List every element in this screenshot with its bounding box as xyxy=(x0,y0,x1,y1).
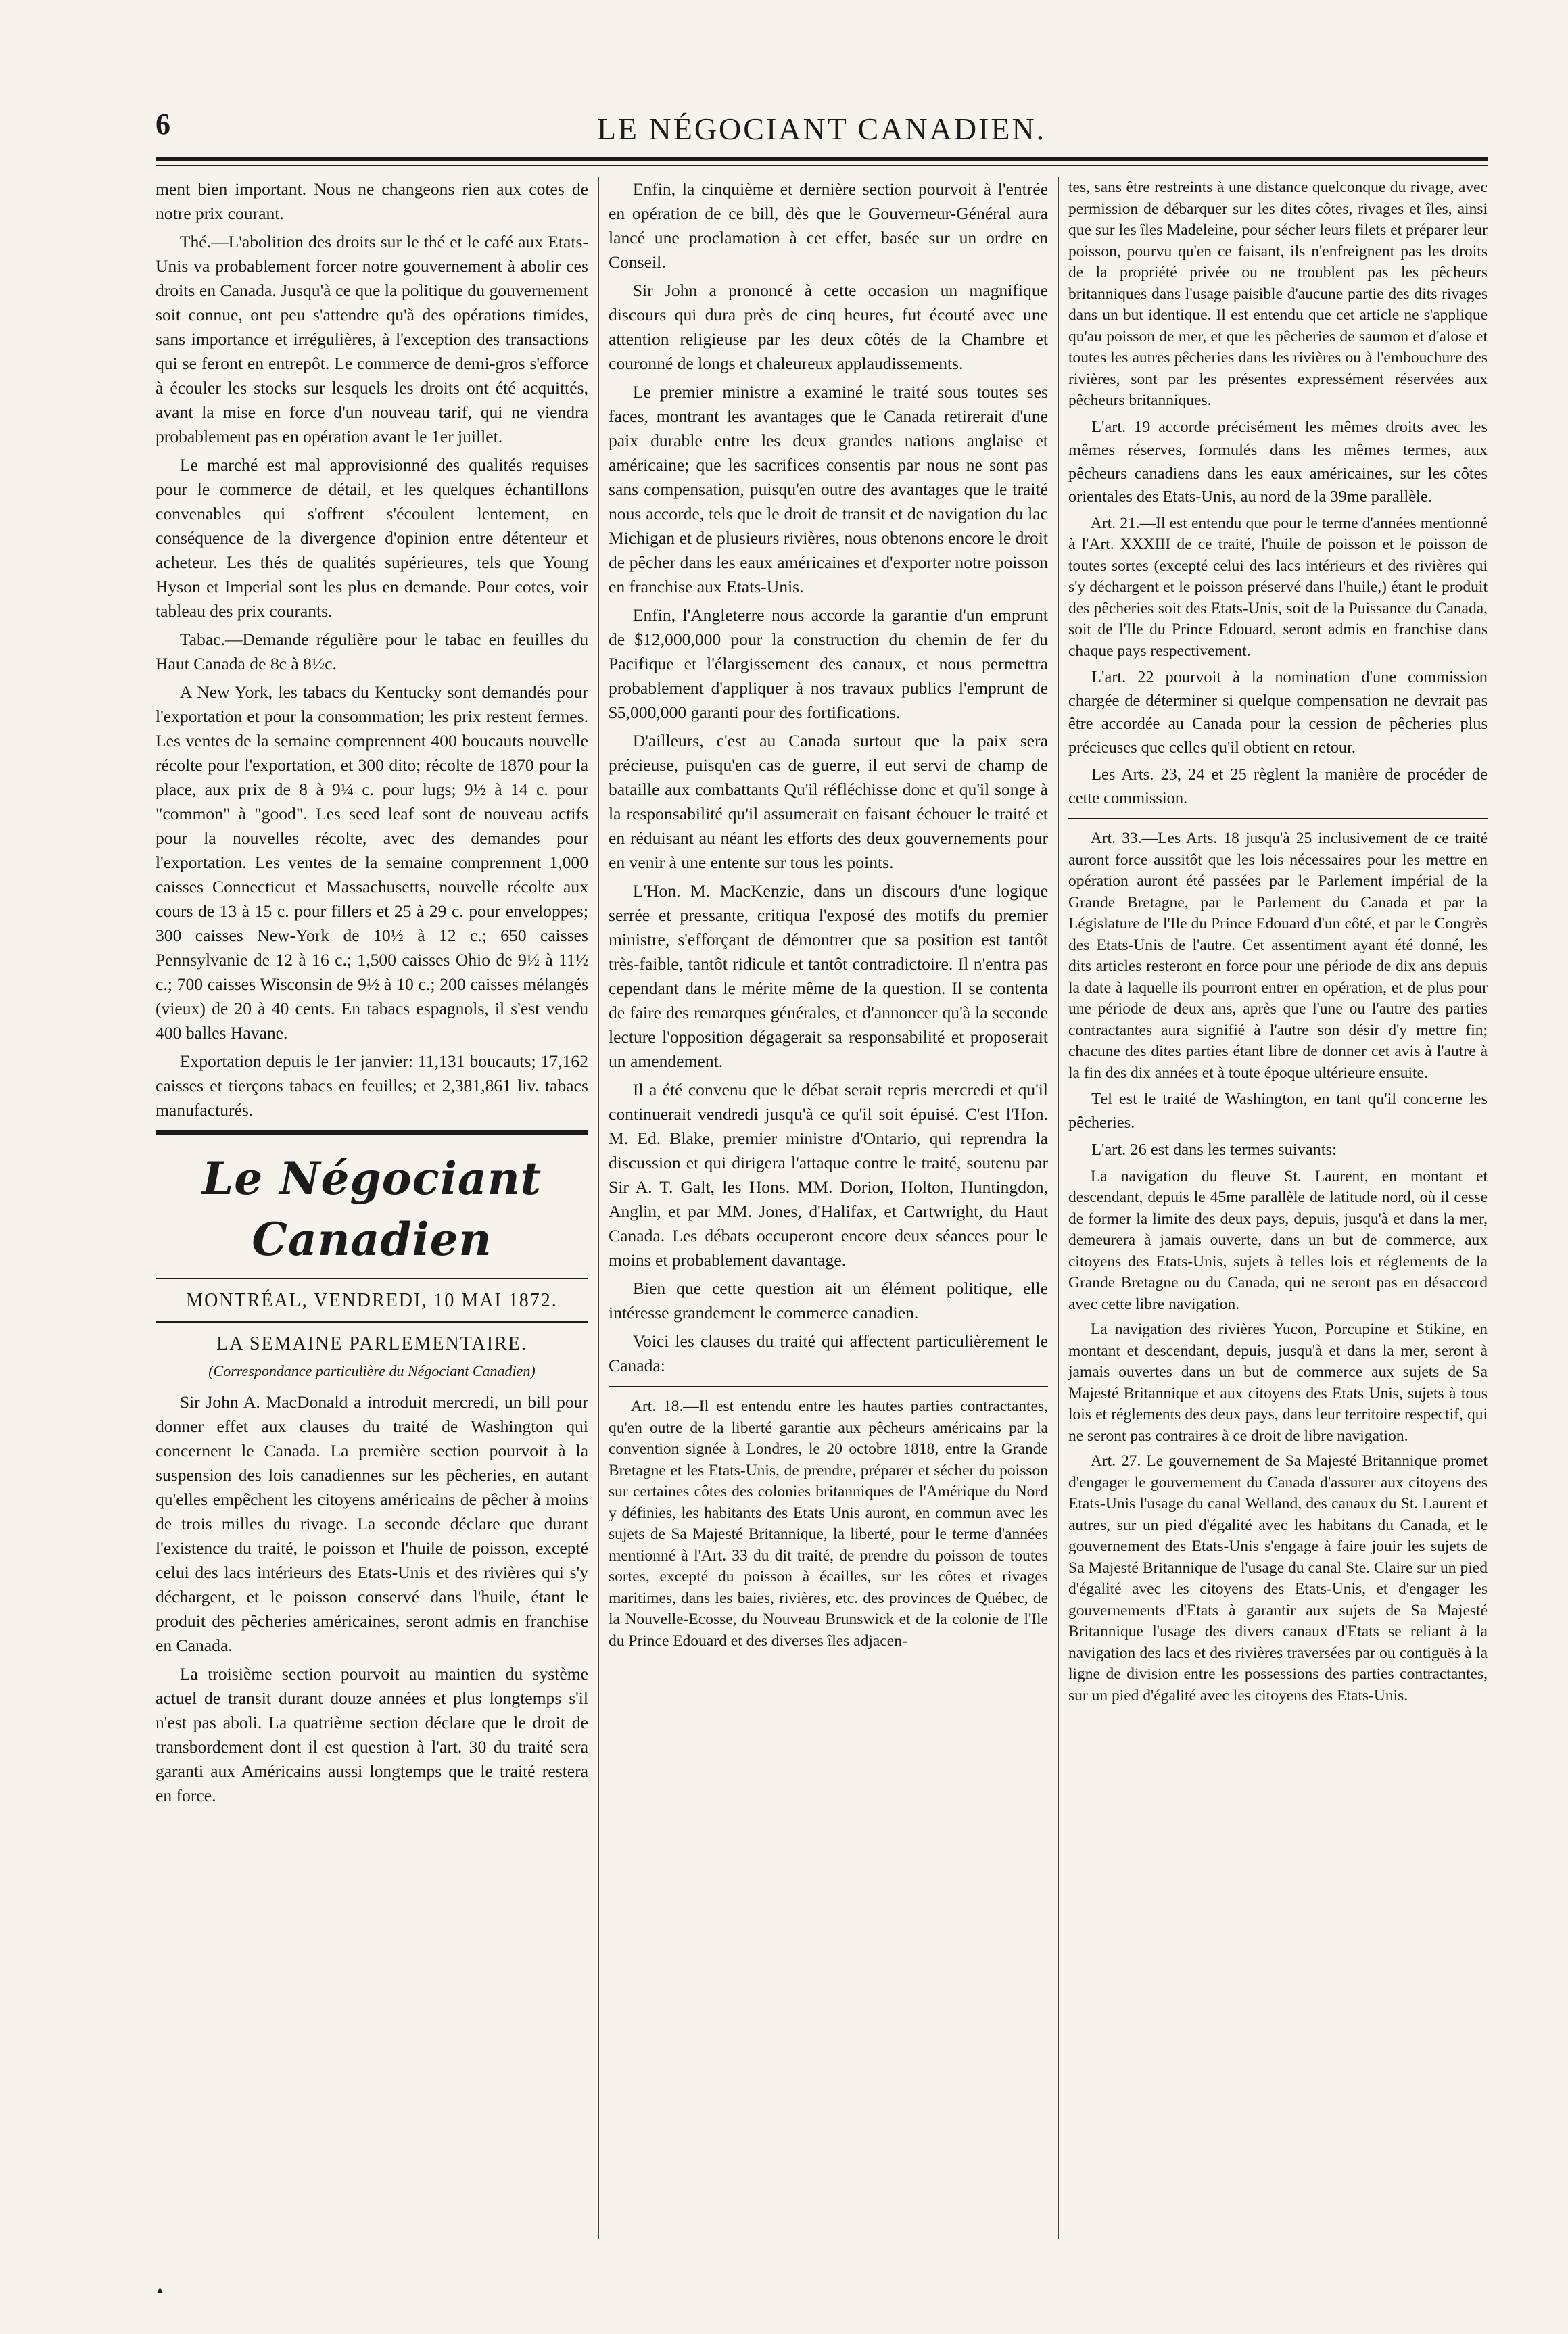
column-2 xyxy=(609,177,1048,1656)
paragraph: Enfin, la cinquième et dernière section pourvoit à l'entrée en opération de ce bill, dès que le Gouverneur-Général aura lancé une proclamation à cet effet, basée sur un ordre en Conseil. xyxy=(609,179,1048,272)
section-subtitle: (Correspondance particulière du Négociant Canadien) xyxy=(208,1362,536,1379)
paragraph: Enfin, l'Angleterre nous accorde la garantie d'un emprunt de $12,000,000 pour la construction du chemin de fer du Pacifique et l'élargissement des canaux, et nous permettra probablement d'appliquer à nos travaux publics l'emprunt de $5,000,000 garanti pour des fortifications. xyxy=(609,605,1048,722)
paragraph: A New York, les tabacs du Kentucky sont demandés pour l'exportation et pour la consommation; les prix restent fermes. Les ventes de la semaine comprennent 400 boucauts nouvelle récolte pour l'exportation, et 300 dito; récolte de 1870 pour la place, aux prix de 8 à 9¼ c. pour lugs; 9½ à 14 c. pour "common" à "good". Les seed leaf sont de nouveau actifs pour la nouvelles récolte, avec des demandes pour l'exportation. Les ventes de la semaine comprennent 1,000 caisses Connecticut et Massachusetts, nouvelle récolte aux cours de 13 à 15 c. pour fillers et 25 à 29 c. pour enveloppes; 300 caisses New-York de 10½ à 12 c.; 650 caisses Pennsylvanie de 12 à 16 c.; 1,500 caisses Ohio de 9½ à 11½ c.; 700 caisses Wisconsin de 9½ à 10 c.; 200 caisses mélangés (vieux) de 20 à 40 cents. En tabacs espagnols, il s'est vendu 400 balles Havane. xyxy=(156,682,588,1043)
divider xyxy=(1068,818,1488,819)
masthead: Le Négociant Canadien xyxy=(201,1152,542,1266)
section-title: LA SEMAINE PARLEMENTAIRE. xyxy=(216,1333,527,1354)
paragraph: L'art. 26 est dans les termes suivants: xyxy=(1091,1141,1337,1159)
column-1 xyxy=(156,177,588,1812)
paragraph: La navigation du fleuve St. Laurent, en montant et descendant, depuis le 45me parallèle de latitude nord, où il cesse de former la limite des deux pays, depuis, jusqu'à et dans la mer, demeurera à jamais ouverte, dans un but de commerce, aux citoyens des Etats-Unis, sujets à telles lois et réglements de la Grande Bretagne ou du Canada, qui ne seront pas en désaccord avec cette libre navigation. xyxy=(1068,1167,1488,1313)
page-number: 6 xyxy=(156,108,170,141)
running-title: LE NÉGOCIANT CANADIEN. xyxy=(596,112,1047,146)
paragraph: D'ailleurs, c'est au Canada surtout que la paix sera précieuse, puisqu'en cas de guerre, il eut servi de champ de bataille aux combattants Qu'il réfléchisse donc et qu'il songe à la responsabilité qu'il assumerait en faisant échouer le traité et en réduisant au néant les efforts des deux gouvernements pour en venir à une entente sur tous les points. xyxy=(609,731,1048,872)
divider xyxy=(156,1130,588,1135)
paragraph: L'Hon. M. MacKenzie, dans un discours d'une logique serrée et pressante, critiqua l'exposé des motifs du premier ministre, s'efforçant de démontrer que sa position est tantôt très-faible, tantôt ridicule et tantôt contradictoire. Il n'entra pas cependant dans le mérite même de la question. Il se contenta de faire des remarques générales, et d'annoncer qu'à la seconde lecture l'opposition dégagerait sa responsabilité et proposerait un amendement. xyxy=(609,881,1048,1071)
paragraph: Thé.—L'abolition des droits sur le thé et le café aux Etats-Unis va probablement forcer notre gouvernement à abolir ces droits en Canada. Jusqu'à ce que la politique du gouvernement soit connue, ont peu s'attendre qu'à des opérations timides, sans importance et irrégulières, à l'exception des transactions qui se feront en entrepôt. Le commerce de demi-gros s'efforce à écouler les stocks sur lesquels les droits ont été acquittés, avant la mise en force d'un nouveau tarif, qui ne viendra probablement pas en opération avant le 1er juillet. xyxy=(156,232,588,446)
paragraph: Art. 27. Le gouvernement de Sa Majesté Britannique promet d'engager le gouvernement du Canada d'assurer aux citoyens des Etats-Unis l'usage du canal Welland, des canaux du St. Laurent et autres, sur un pied d'égalité avec les habitans du Canada, et le gouvernement des Etats-Unis s'engage à faire jouir les sujets de Sa Majesté Britannique de l'usage du canal Ste. Claire sur un pied d'égalité avec les citoyens des Etats-Unis, et d'engager les gouvernements d'Etats à garantir aux sujets de Sa Majesté Britannique l'usage des divers canaux d'Etats se reliant à la navigation des lacs et des rivières traversées par ou contiguës à la ligne de division entre les possessions des parties contractantes, sur un pied d'égalité avec les citoyens des Etats-Unis. xyxy=(1068,1452,1488,1705)
paragraph: Il a été convenu que le débat serait repris mercredi et qu'il continuerait vendredi jusqu'à ce qu'il soit épuisé. C'est l'Hon. M. Ed. Blake, premier ministre d'Ontario, qui reprendra la discussion et qui dirigera l'attaque contre le traité, soutenu par Sir A. T. Galt, les Hons. MM. Dorion, Holton, Huntingdon, Anglin, et par MM. Jones, d'Halifax, et Cartwright, du Haut Canada. Les débats occuperont encore deux séances pour le moins et probablement davantage. xyxy=(609,1080,1048,1270)
paragraph: Art. 21.—Il est entendu que pour le terme d'années mentionné à l'Art. XXXIII de ce traité, l'huile de poisson et le poisson de toutes sortes (excepté celui des lacs intérieurs et des rivières qui s'y déchargent et le poisson préservé dans l'huile,) étant le produit des pêcheries soit des Etats-Unis, soit de la Puissance du Canada, soit de l'Ile du Prince Edouard, seront admis en franchise dans chaque pays respectivement. xyxy=(1068,514,1488,660)
paragraph: L'art. 22 pourvoit à la nomination d'une commission chargée de déterminer si quelque compensation ne devrait pas être accordée au Canada pour la cession de pêcheries plus précieuses que celles qu'il obtient en retour. xyxy=(1068,668,1488,757)
header-rule xyxy=(156,157,1488,161)
print-mark: ▴ xyxy=(157,2283,164,2296)
paragraph: ment bien important. Nous ne changeons rien aux cotes de notre prix courant. xyxy=(156,179,588,223)
paragraph: Exportation depuis le 1er janvier: 11,131 boucauts; 17,162 caisses et tierçons tabacs en feuilles; et 2,381,861 liv. tabacs manufacturés. xyxy=(156,1051,588,1120)
paragraph: L'art. 19 accorde précisément les mêmes droits avec les mêmes réserves, formulés dans les mêmes termes, aux pêcheurs canadiens dans les eaux américaines, sur les côtes orientales des Etats-Unis, au nord de la 39me parallèle. xyxy=(1068,417,1488,506)
paragraph: La navigation des rivières Yucon, Porcupine et Stikine, en montant et descendant, depuis, jusqu'à et dans la mer, seront à jamais ouvertes dans un but de commerce aux sujets de Sa Majesté Britannique et aux citoyens des Etats Unis, sujets à tous lois et réglements des deux pays, dans leur territoire respectif, qui ne seront pas contraires à ce droit de libre navigation. xyxy=(1068,1320,1488,1445)
paragraph: Tabac.—Demande régulière pour le tabac en feuilles du Haut Canada de 8c à 8½c. xyxy=(156,629,588,673)
paragraph: Bien que cette question ait un élément politique, elle intéresse grandement le commerce canadien. xyxy=(609,1279,1048,1323)
column-divider xyxy=(1058,177,1059,2239)
paragraph: Sir John a prononcé à cette occasion un magnifique discours qui dura près de cinq heures, fut écouté avec une attention religieuse par les deux côtés de la Chambre et couronné de longs et chaleureux applaudissements. xyxy=(609,281,1048,373)
paragraph: Art. 33.—Les Arts. 18 jusqu'à 25 inclusivement de ce traité auront force aussitôt que les lois nécessaires pour les mettre en opération auront été passées par le Parlement impérial de la Grande Bretagne, par le Parlement du Canada et par la Législature de l'Ile du Prince Edouard d'un côté, et par le Congrès des Etats-Unis de l'autre. Cet assentiment ayant été donné, les dits articles resteront en force pour une période de dix ans depuis la date à laquelle ils pourront entrer en opération, et de plus pour une période de deux ans, après que l'une ou l'autre des parties contractantes aura signifié à l'autre son désir d'y mettre fin; chacune des dites parties étant libre de donner cet avis à l'autre à la fin des dix années et à toute époque ultérieure ensuite. xyxy=(1068,830,1488,1082)
paragraph: Voici les clauses du traité qui affectent particulièrement le Canada: xyxy=(609,1331,1048,1375)
divider xyxy=(156,1321,588,1323)
paragraph: Le marché est mal approvisionné des qualités requises pour le commerce de détail, et les quelques échantillons convenables qui s'offrent s'écoulent lentement, en conséquence de la divergence d'opinion entre détenteur et acheteur. Les thés de qualités supérieures, tels que Young Hyson et Imperial sont les plus en demande. Pour cotes, voir tableau des prix courants. xyxy=(156,455,588,621)
dateline: MONTRÉAL, VENDREDI, 10 MAI 1872. xyxy=(186,1290,558,1311)
divider xyxy=(156,1278,588,1279)
paragraph: Sir John A. MacDonald a introduit mercredi, un bill pour donner effet aux clauses du traité de Washington qui concernent le Canada. La première section pourvoit à la suspension des lois canadiennes sur les pêcheries, en autant qu'elles empêchent les citoyens américains de pêcher à moins de trois milles du rivage. La seconde déclare que durant l'existence du traité, le poisson et l'huile de poisson, excepté celui des lacs intérieurs des Etats-Unis et des rivières qui s'y déchargent, et le poisson conservé dans l'huile, étant le produit des pêcheries américaines, seront admis en franchise en Canada. xyxy=(156,1392,588,1655)
paragraph: Les Arts. 23, 24 et 25 règlent la manière de procéder de cette commission. xyxy=(1068,765,1488,807)
paragraph: La troisième section pourvoit au maintien du système actuel de transit durant douze années et plus longtemps s'il n'est pas aboli. La quatrième section déclare que le droit de transbordement dont il est question à l'art. 30 du traité sera garanti aux Américains aussi longtemps que le traité restera en force. xyxy=(156,1664,588,1805)
paragraph: Le premier ministre a examiné le traité sous toutes ses faces, montrant les avantages que le Canada retirerait d'une paix durable entre les deux grandes nations anglaise et américaine; que les sacrifices consentis par nous ne sont pas sans compensation, puisqu'en outre des avantages que le traité nous accorde, tels que le droit de transit et de navigation du lac Michigan et de plusieurs rivières, nous obtenons encore le droit de pêcher dans les eaux américaines et d'exporter notre poisson en franchise aux Etats-Unis. xyxy=(609,382,1048,596)
column-divider xyxy=(598,177,599,2239)
page-header xyxy=(156,107,1488,154)
header-rule-thin xyxy=(156,165,1488,166)
column-3 xyxy=(1068,177,1488,1711)
paragraph: tes, sans être restreints à une distance quelconque du rivage, avec permission de débarquer sur les dites côtes, rivages et îles, ainsi que sur les îles Madeleine, pour sécher leurs filets et préparer leur poisson, pourvu qu'en ce faisant, ils n'enfreignent pas les droits de la propriété privée ou ne troublent pas les pêcheurs britanniques dans l'usage paisible d'aucune partie des dits rivages dans un but identique. Il est entendu que cet article ne s'applique qu'au poisson de mer, et que les pêcheries de saumon et d'alose et toutes les autres pêcheries dans les rivières ou à l'embouchure des rivières, sont par les présentes expressément réservées aux pêcheurs britanniques. xyxy=(1068,178,1488,409)
paragraph: Art. 18.—Il est entendu entre les hautes parties contractantes, qu'en outre de la liberté garantie aux pêcheurs américains par la convention signée à Londres, le 20 octobre 1818, entre la Grande Bretagne et les Etats-Unis, de prendre, préparer et sécher du poisson sur certaines côtes des colonies britanniques de l'Amérique du Nord y définies, les habitants des Etats Unis auront, en commun avec les sujets de Sa Majesté Britannique, la liberté, pour le terme d'années mentionné à l'Art. 33 du dit traité, de prendre du poisson de toutes sortes, excepté du poisson à écailles, sur les côtes et rivages maritimes, dans les baies, rivières, etc. des provinces de Québec, de la Nouvelle-Ecosse, du Nouveau Brunswick et de la colonie de l'Ile du Prince Edouard et des diverses îles adjacen- xyxy=(609,1398,1048,1650)
paragraph: Tel est le traité de Washington, en tant qu'il concerne les pêcheries. xyxy=(1068,1090,1488,1132)
divider xyxy=(609,1386,1048,1387)
